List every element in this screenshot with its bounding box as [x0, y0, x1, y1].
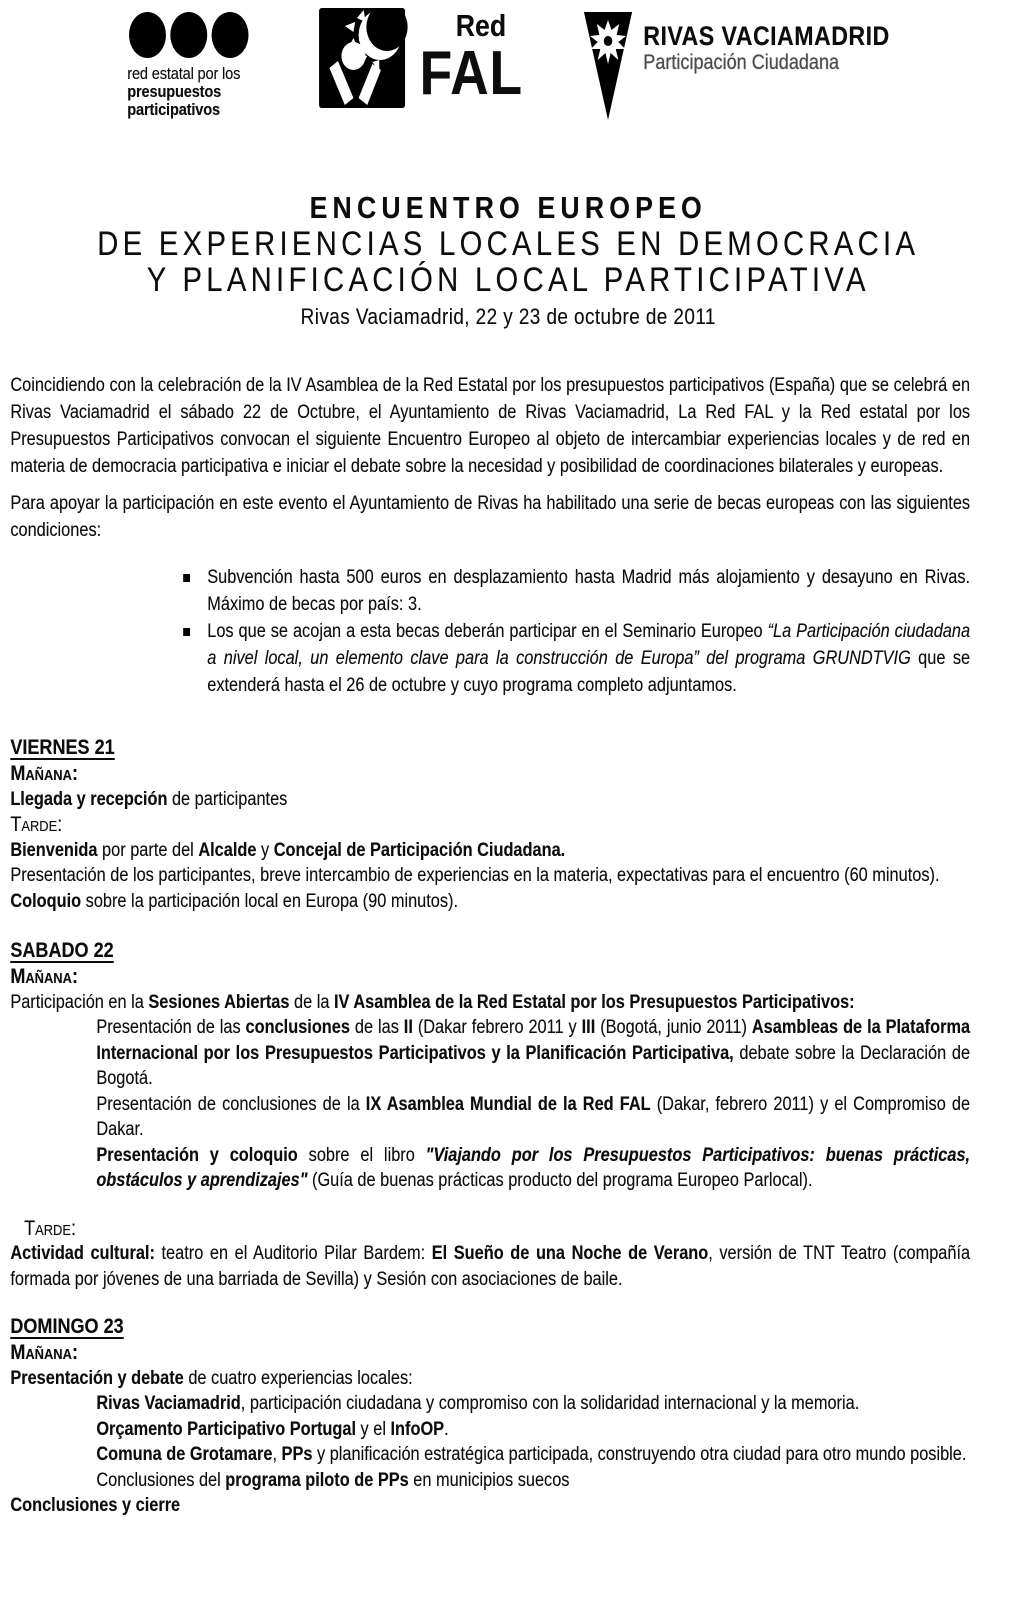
logo-text-line: RIVAS VACIAMADRID — [643, 21, 890, 51]
logo-red-fal — [313, 8, 523, 108]
pennant-star-icon — [583, 12, 633, 122]
schedule-subitem: Comuna de Grotamare, PPs y planificación estratégica participada, construyendo otra ciudad para otro mundo posible. — [96, 1444, 967, 1465]
page-subtitle: Rivas Vaciamadrid, 22 y 23 de octubre de 2011 — [300, 304, 716, 329]
daypart-label-tarde: Tarde: — [10, 813, 63, 836]
logo-text-line: Participación Ciudadana — [643, 51, 840, 74]
logo-text-line: presupuestos — [127, 82, 222, 101]
section-sabado-22 — [10, 938, 970, 1292]
page-title-line: DE EXPERIENCIAS LOCALES EN DEMOCRACIA — [97, 225, 920, 263]
title-block — [10, 190, 970, 330]
schedule-line: Participación en la Sesiones Abiertas de la IV Asamblea de la Red Estatal por los Presupuestos Participativos: — [10, 991, 855, 1013]
daypart-label-manana: Mañana: — [10, 965, 78, 988]
logo-header — [10, 0, 970, 190]
logo-rivas-vaciamadrid — [583, 12, 890, 122]
schedule-subitem: Presentación de las conclusiones de las II (Dakar febrero 2011 y III (Bogotá, junio 2011) Asambleas de la Plataforma Internacional por los Presupuestos Participativos y la Planificación Participativa, debate sobre la Declaración de Bogotá. — [96, 1017, 971, 1089]
closing-line: Conclusiones y cierre — [10, 1495, 181, 1516]
list-item — [10, 564, 970, 618]
section-domingo-23 — [10, 1314, 970, 1519]
schedule-subitem: Rivas Vaciamadrid, participación ciudadana y compromiso con la solidaridad internacional y la memoria. — [96, 1393, 860, 1414]
person-sun-icon — [313, 8, 414, 108]
daypart-label-manana: Mañana: — [10, 1341, 78, 1364]
section-heading: SABADO 22 — [10, 939, 114, 962]
circle-icon — [170, 12, 207, 58]
logo-red-estatal-text — [127, 65, 282, 119]
page-title: ENCUENTRO EUROPEO — [309, 190, 707, 225]
schedule-subitem: Orçamento Participativo Portugal y el InfoOP. — [96, 1418, 449, 1440]
logo-red-fal-text — [419, 8, 523, 108]
logo-text-line: participativos — [127, 100, 220, 119]
logo-rivas-text — [643, 22, 889, 122]
list-item-text: Los que se acojan a esta becas deberán participar en el Seminario Europeo “La Participación ciudadana a nivel local, un elemento clave para la construcción de Europa” del programa GRUNDTVIG que se extenderá hasta el 26 de octubre y cuyo programa completo adjuntamos. — [207, 621, 971, 696]
schedule-subitem: Presentación de conclusiones de la IX Asamblea Mundial de la Red FAL (Dakar, febrero 2011) y el Compromiso de Dakar. — [96, 1093, 971, 1140]
list-item-text: Subvención hasta 500 euros en desplazamiento hasta Madrid más alojamiento y desayuno en Rivas. Máximo de becas por país: 3. — [207, 567, 971, 615]
logo-text-line: Red — [455, 8, 507, 43]
square-bullet-icon — [183, 628, 190, 636]
schedule-line: Presentación y debate de cuatro experiencias locales: — [10, 1367, 413, 1389]
list-item — [10, 618, 970, 699]
circle-icon — [129, 12, 166, 58]
schedule-line: Bienvenida por parte del Alcalde y Concejal de Participación Ciudadana. — [10, 839, 566, 861]
three-circles-icon — [129, 12, 282, 58]
schedule-line: Presentación de los participantes, breve intercambio de experiencias en la materia, expectativas para el encuentro (60 minutos). — [10, 865, 940, 886]
daypart-label-tarde: Tarde: — [24, 1216, 76, 1240]
section-heading: DOMINGO 23 — [10, 1315, 124, 1338]
schedule-line: Llegada y recepción de participantes — [10, 788, 288, 810]
daypart-label-manana: Mañana: — [10, 762, 78, 785]
logo-text-line: red estatal por los — [127, 64, 241, 83]
square-bullet-icon — [183, 574, 190, 582]
circle-icon — [212, 12, 249, 58]
logo-red-estatal — [127, 12, 282, 119]
intro-paragraph: Coincidiendo con la celebración de la IV Asamblea de la Red Estatal por los presupuestos participativos (España) que se celebrá en Rivas Vaciamadrid el sábado 22 de Octubre, el Ayuntamiento de Rivas Vaciamadrid, La Red FAL y la Red estatal por los Presupuestos Participativos convocan el siguiente Encuentro Europeo al objeto de intercambiar experiencias locales y de red en materia de democracia participativa e iniciar el debate sobre la necesidad y posibilidad de coordinaciones bilaterales y europeas. — [10, 375, 971, 477]
schedule-subitem: Presentación y coloquio sobre el libro "Viajando por los Presupuestos Participativos: buenas prácticas, obstáculos y aprendizajes" (Guía de buenas prácticas producto del programa Europeo Parlocal). — [96, 1144, 971, 1191]
schedule-line: Actividad cultural: teatro en el Auditorio Pilar Bardem: El Sueño de una Noche de Verano, versión de TNT Teatro (compañía formada por jóvenes de una barriada de Sevilla) y Sesión con asociaciones de baile. — [10, 1243, 971, 1290]
schedule-subitem: Conclusiones del programa piloto de PPs en municipios suecos — [96, 1469, 570, 1491]
grants-paragraph: Para apoyar la participación en este evento el Ayuntamiento de Rivas ha habilitado una serie de becas europeas con las siguientes condiciones: — [10, 493, 971, 541]
section-heading: VIERNES 21 — [10, 736, 115, 759]
schedule-line: Coloquio sobre la participación local en Europa (90 minutos). — [10, 890, 459, 912]
logo-text-line: FAL — [419, 39, 523, 108]
grant-conditions-list — [10, 564, 970, 699]
page-title-line: Y PLANIFICACIÓN LOCAL PARTICIPATIVA — [146, 261, 870, 299]
section-viernes-21 — [10, 735, 970, 914]
